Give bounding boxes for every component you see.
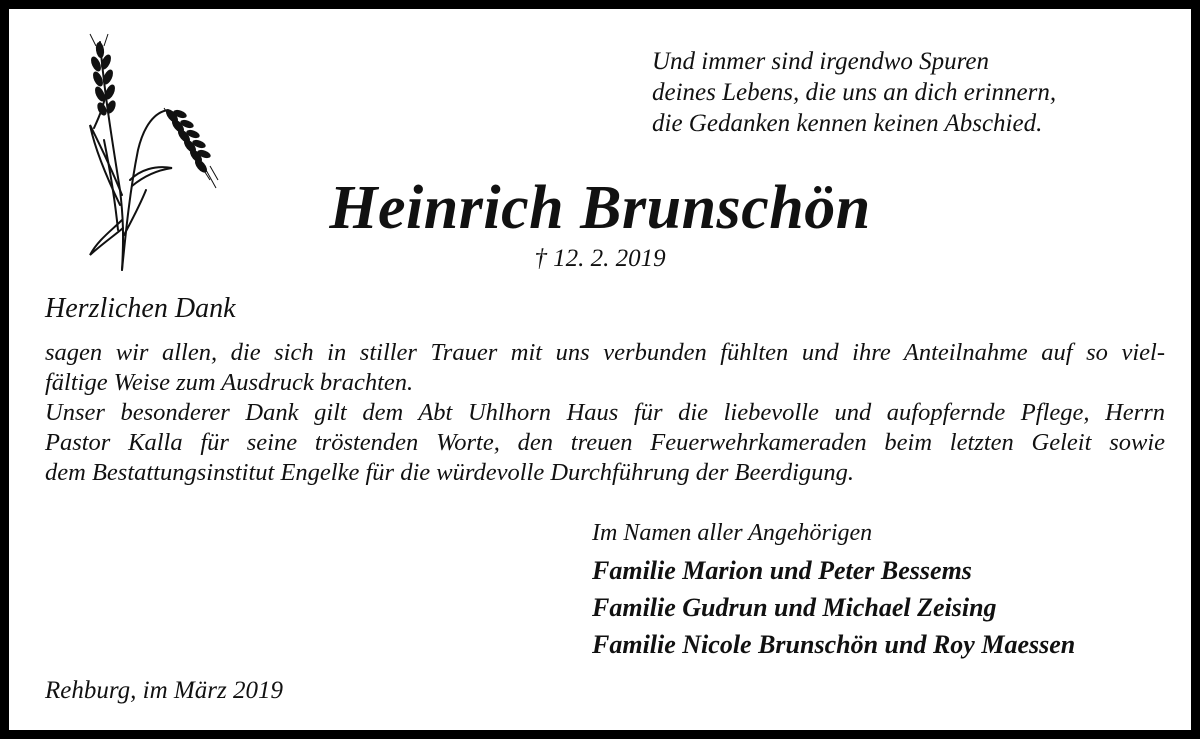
signature-intro: Im Namen aller Angehörigen <box>592 520 873 546</box>
body-line: fältige Weise zum Ausdruck brachten. <box>45 369 414 396</box>
body-line: Unser besonderer Dank gilt dem Abt Uhlhorn Haus für die liebevolle und aufopfernde Pflege, Herrn <box>45 399 1165 426</box>
death-date: † 12. 2. 2019 <box>534 245 666 272</box>
poem-line: Und immer sind irgendwo Spuren <box>652 48 990 75</box>
family-name: Familie Gudrun und Michael Zeising <box>592 593 997 622</box>
family-name: Familie Marion und Peter Bessems <box>592 556 972 585</box>
poem-line: die Gedanken kennen keinen Abschied. <box>652 110 1043 137</box>
body-line: Pastor Kalla für seine tröstenden Worte, den treuen Feuerwehrkameraden beim letzten Geleit sowie <box>45 429 1165 456</box>
poem-line: deines Lebens, die uns an dich erinnern, <box>652 79 1057 106</box>
memorial-poem <box>652 46 1152 139</box>
place-date: Rehburg, im März 2019 <box>45 677 283 704</box>
deceased-name: Heinrich Brunschön <box>329 174 871 242</box>
family-name: Familie Nicole Brunschön und Roy Maessen <box>592 630 1076 659</box>
family-signatures <box>592 552 1075 663</box>
thanks-heading: Herzlichen Dank <box>45 293 236 324</box>
body-line: sagen wir allen, die sich in stiller Trauer mit uns verbunden fühlten und ihre Anteilnahme auf so viel- <box>45 339 1165 366</box>
thanks-body <box>45 338 1165 488</box>
body-line: dem Bestattungsinstitut Engelke für die würdevolle Durchführung der Beerdigung. <box>45 459 855 486</box>
